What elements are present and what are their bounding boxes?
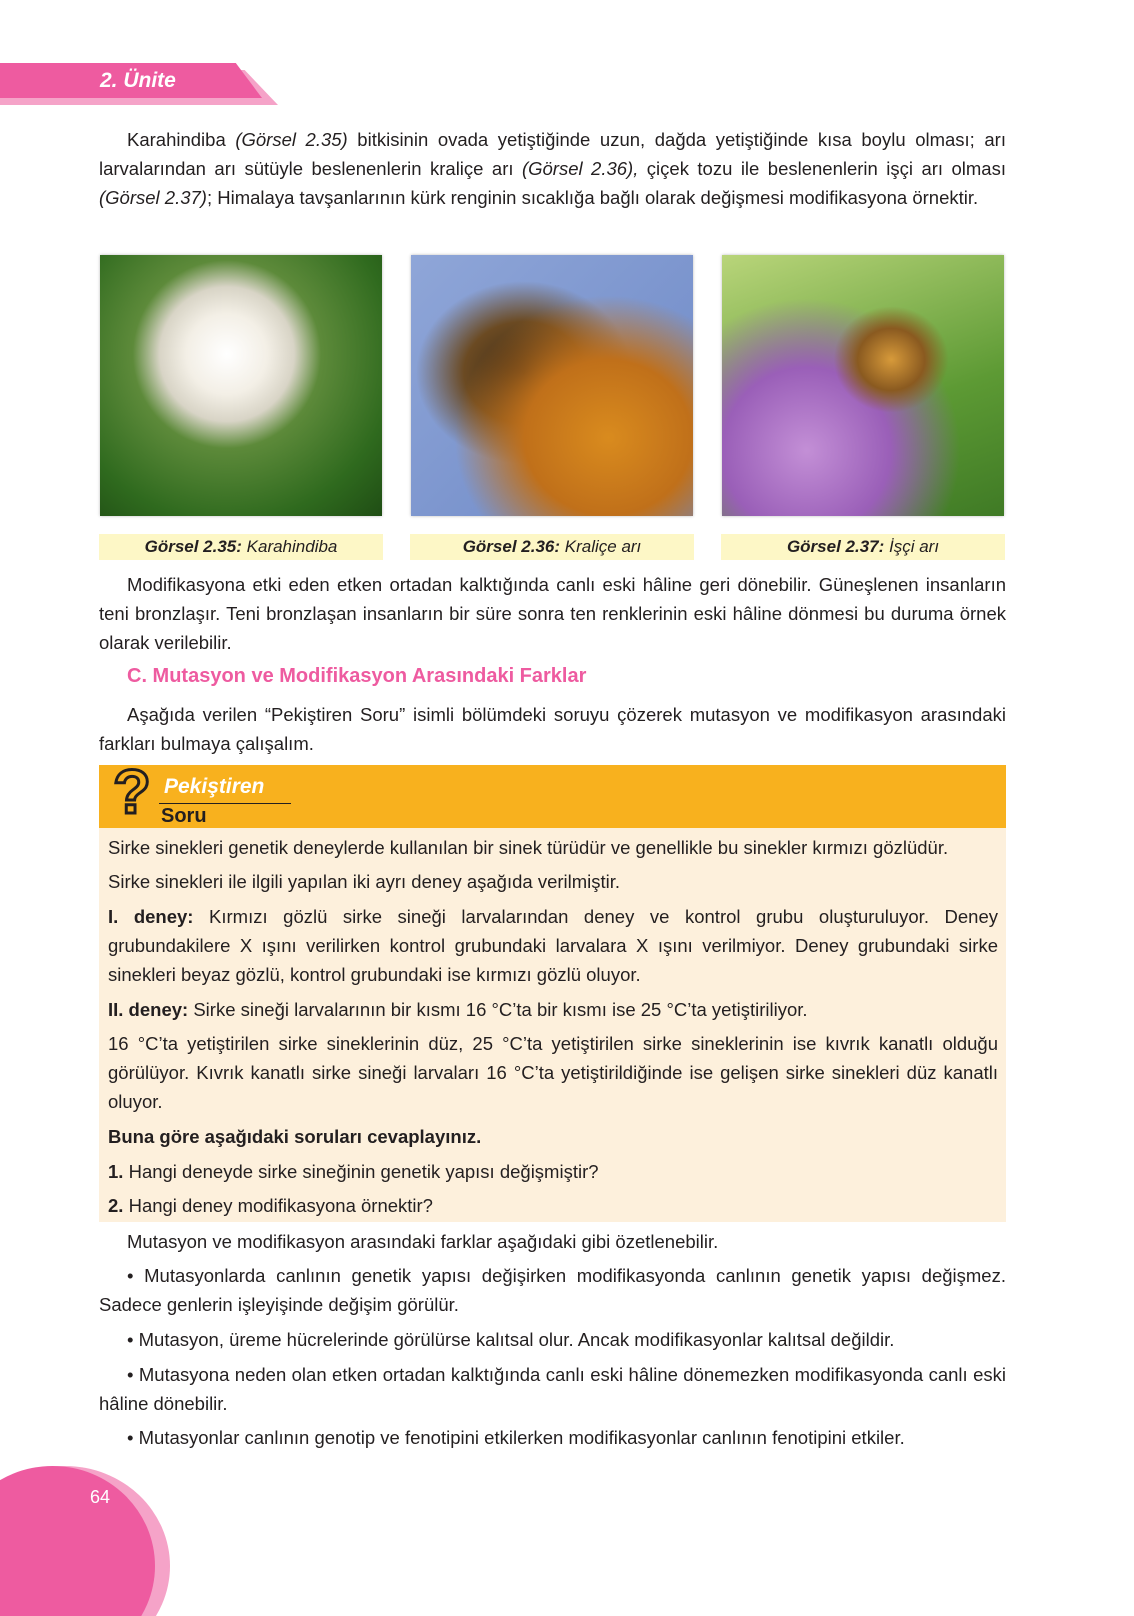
worker-bee-image <box>722 255 1004 516</box>
question-box-header <box>99 758 1006 828</box>
paragraph-intro-question: Aşağıda verilen “Pekiştiren Soru” isimli bölümdeki soruyu çözerek mutasyon ve modifikasyon arasındaki farkları bulmaya çalışalım. <box>99 704 1006 754</box>
box-title: Pekiştiren <box>164 775 265 798</box>
figure-caption: Görsel 2.37: İşçi arı <box>721 534 1005 560</box>
unit-banner <box>0 63 278 105</box>
box-prompt: Buna göre aşağıdaki soruları cevaplayınız. <box>108 1126 482 1147</box>
intro-paragraph: Karahindiba (Görsel 2.35) bitkisinin ovada yetiştiğinde uzun, dağda yetiştiğinde kısa boylu olması; arı larvalarından arı sütüyle beslenenlerin kraliçe arı (Görsel 2.36), çiçek tozu ile beslenenlerin işçi arı olması (Görsel 2.37); Himalaya tavşanlarının kürk renginin sıcaklığa bağlı olarak değişmesi modifikasyona örnektir. <box>99 129 1006 208</box>
box-text: Sirke sinekleri genetik deneylerde kullanılan bir sinek türüdür ve genellikle bu sinekler kırmızı gözlüdür. <box>108 837 949 858</box>
question-mark-icon: ? <box>113 758 151 827</box>
question-2: 2. Hangi deney modifikasyona örnektir? <box>108 1195 433 1216</box>
experiment-1: I. deney: Kırmızı gözlü sirke sineği larvalarından deney ve kontrol grubu oluşturuluyor. Deney grubundakilere X ışını verilirken kontrol grubundaki larvalara X ışını verilmiyor. Deney grubundaki sirke sinekleri beyaz gözlü, kontrol grubundaki ise kırmızı gözlü oluyor. <box>108 906 998 985</box>
question-1: 1. Hangi deneyde sirke sineğinin genetik yapısı değişmiştir? <box>108 1161 599 1182</box>
experiment-2: II. deney: Sirke sineği larvalarının bir kısmı 16 °C’ta bir kısmı ise 25 °C’ta yetiştiriliyor. <box>108 999 808 1020</box>
box-text: 16 °C’ta yetiştirilen sirke sineklerinin düz, 25 °C’ta yetiştirilen sirke sineklerinin ise kıvrık kanatlı olduğu görülüyor. Kıvrık kanatlı sirke sineği larvaları 16 °C’ta yetiştirildiğinde ise gelişen sirke sinekleri düz kanatlı oluyor. <box>108 1033 998 1112</box>
summary: Mutasyon ve modifikasyon arasındaki farklar aşağıdaki gibi özetlenebilir. <box>127 1231 719 1252</box>
box-subtitle: Soru <box>161 805 207 827</box>
figure-caption: Görsel 2.36: Kraliçe arı <box>410 534 694 560</box>
bullet-item: • Mutasyon, üreme hücrelerinde görülürse kalıtsal olur. Ancak modifikasyonlar kalıtsal değildir. <box>127 1329 895 1350</box>
box-text: Sirke sinekleri ile ilgili yapılan iki ayrı deney aşağıda verilmiştir. <box>108 871 621 892</box>
page-number: 64 <box>90 1487 111 1507</box>
unit-label: 2. Ünite <box>100 69 176 92</box>
bullet-item: • Mutasyonlarda canlının genetik yapısı değişirken modifikasyonda canlının genetik yapısı değişmez. Sadece genlerin işleyişinde değişim görülür. <box>99 1265 1006 1315</box>
section-heading: C. Mutasyon ve Modifikasyon Arasındaki Farklar <box>127 665 587 687</box>
paragraph-modification: Modifikasyona etki eden etken ortadan kalktığında canlı eski hâline geri dönebilir. Güneşlenen insanların teni bronzlaşır. Teni bronzlaşan insanların bir süre sonra ten renklerinin eski hâline dönmesi bu duruma örnek olarak verilebilir. <box>99 574 1006 653</box>
figure-caption: Görsel 2.35: Karahindiba <box>99 534 383 560</box>
bullet-item: • Mutasyonlar canlının genotip ve fenotipini etkilerken modifikasyonlar canlının fenotipini etkiler. <box>127 1427 905 1448</box>
bullet-item: • Mutasyona neden olan etken ortadan kalktığında canlı eski hâline dönemezken modifikasyonda canlı eski hâline dönebilir. <box>99 1364 1006 1414</box>
dandelion-image <box>100 255 382 516</box>
queen-bee-image <box>411 255 693 516</box>
